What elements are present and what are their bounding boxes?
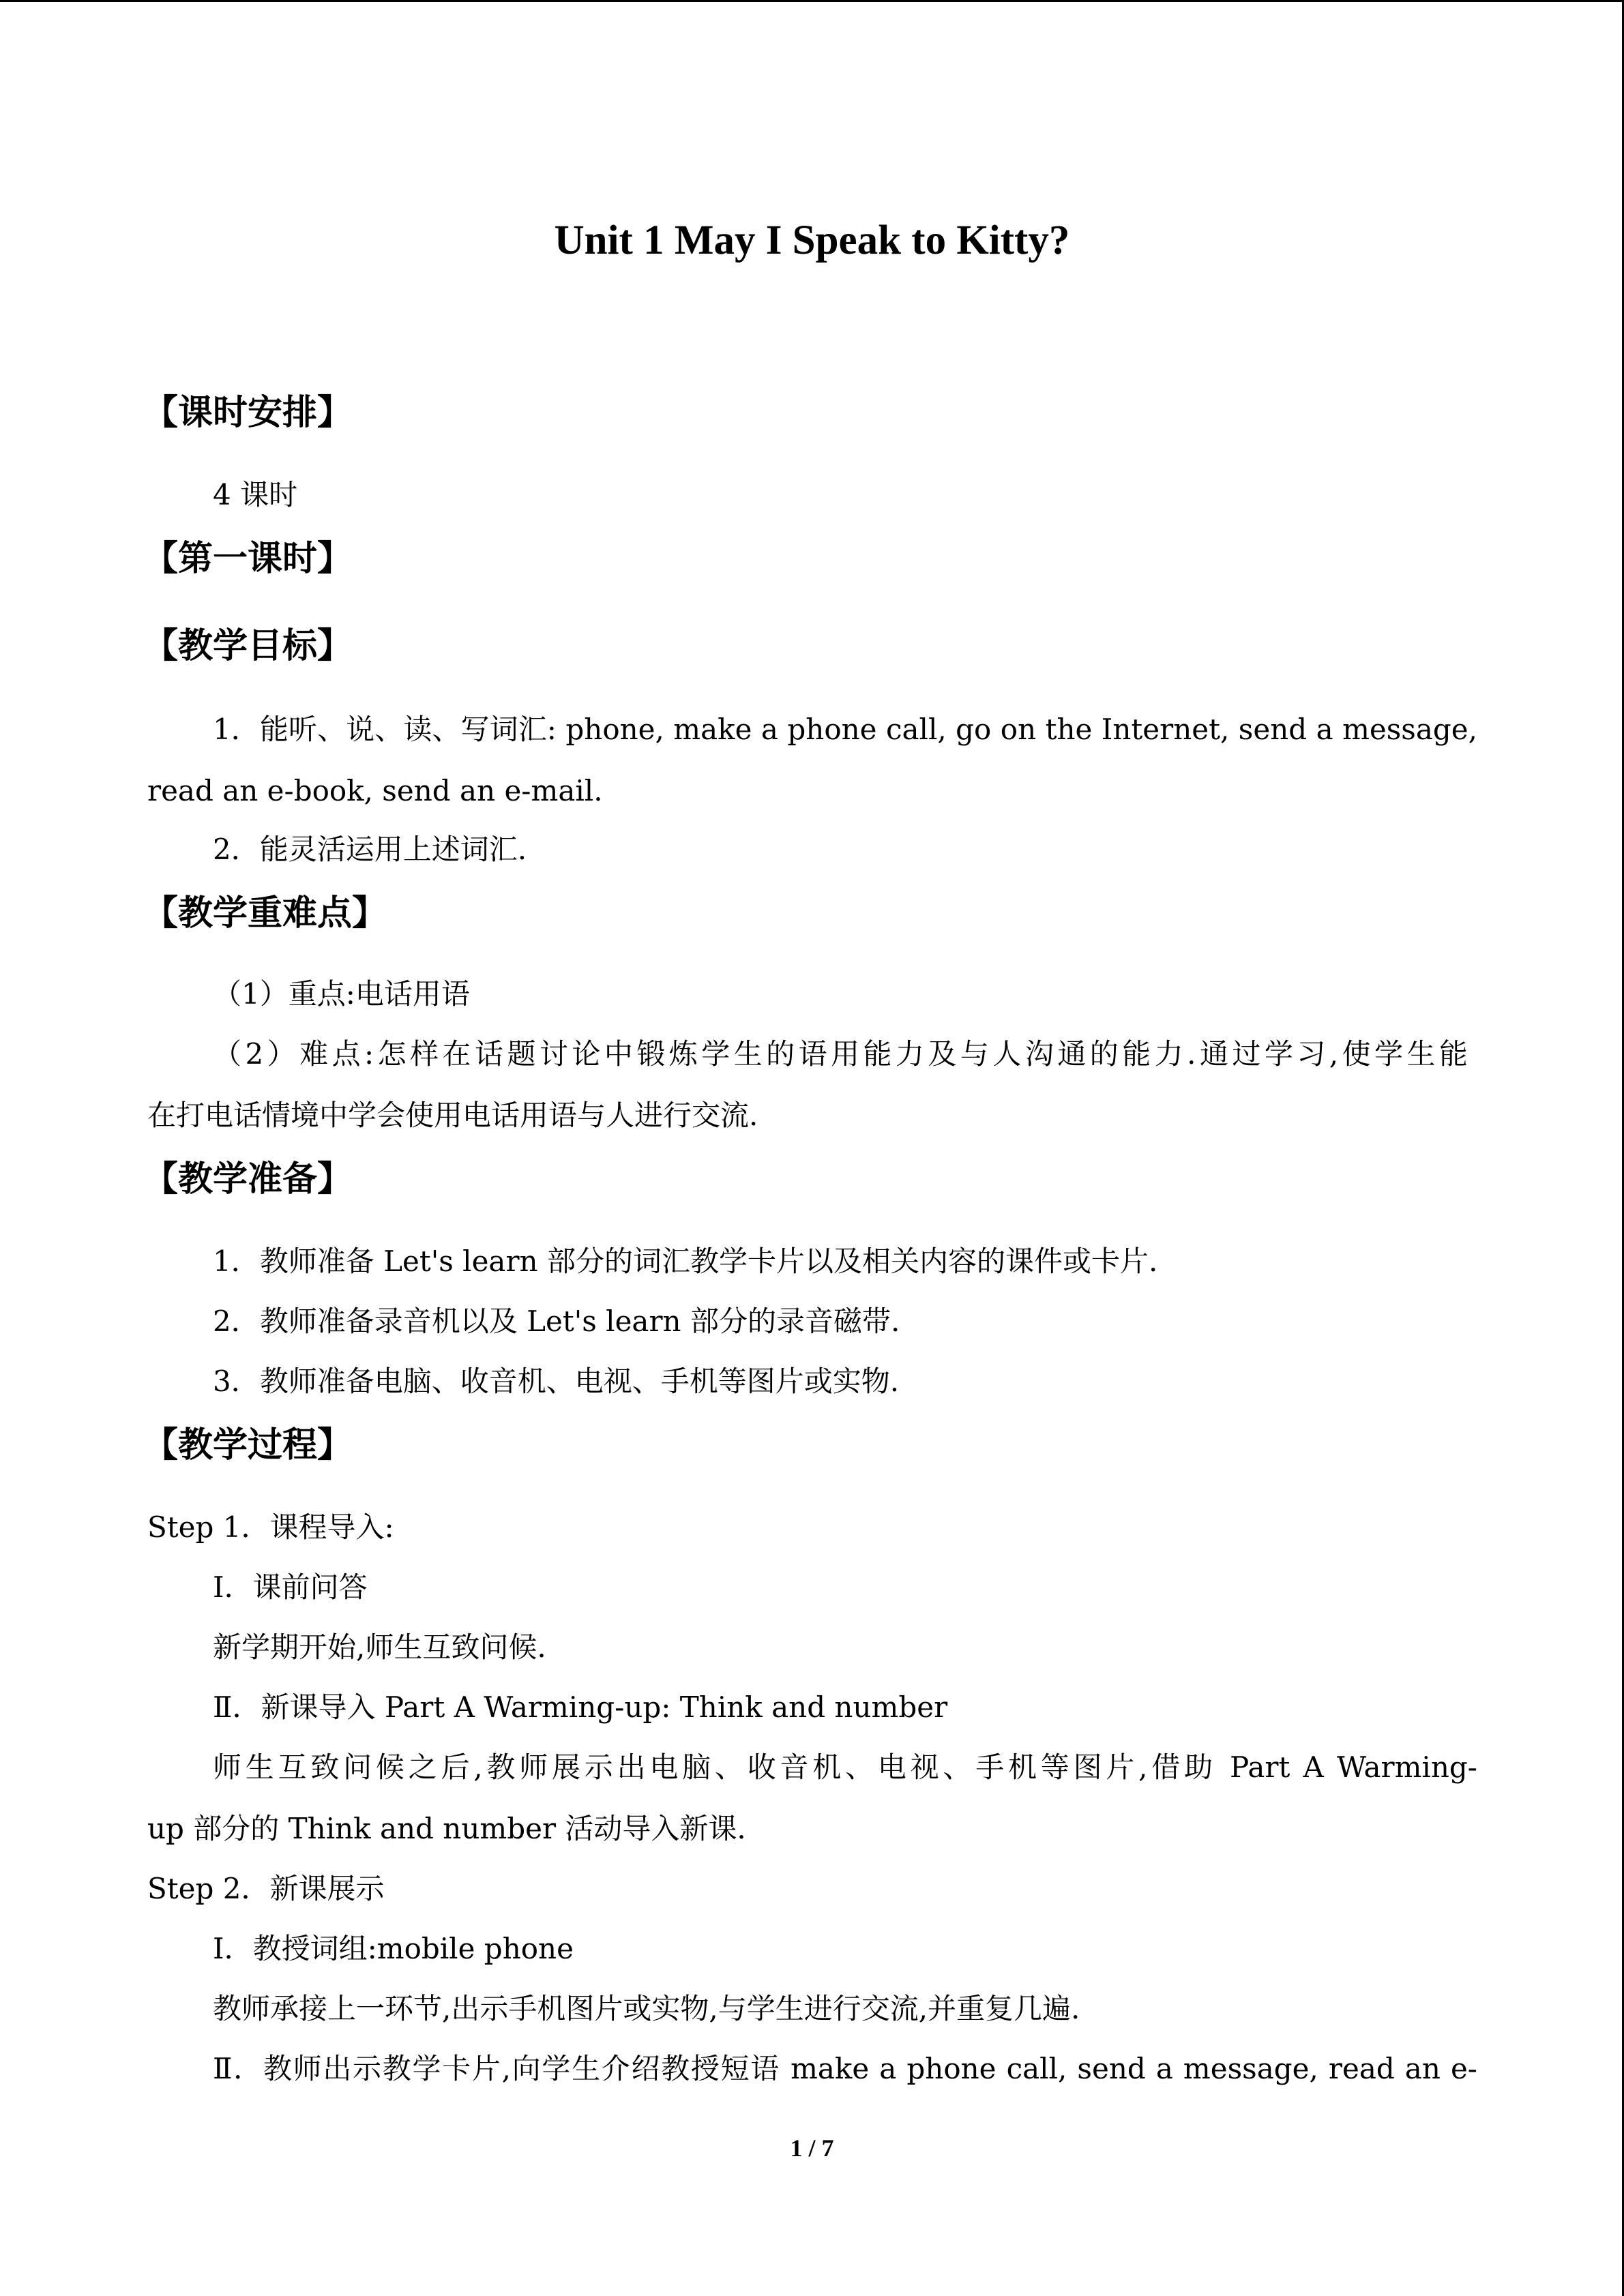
objectives-heading: 【教学目标】 xyxy=(143,626,353,666)
schedule-heading: 【课时安排】 xyxy=(143,393,353,433)
page-border-top xyxy=(0,0,1624,2)
key-point-line-2: （2）难点:怎样在话题讨论中锻炼学生的语用能力及与人沟通的能力.通过学习,使学生能 xyxy=(213,1037,1468,1071)
preparation-line-2: 2．教师准备录音机以及 Let's learn 部分的录音磁带. xyxy=(213,1304,900,1338)
page-number: 1 / 7 xyxy=(790,2134,834,2162)
process-heading: 【教学过程】 xyxy=(143,1425,353,1465)
key-points-heading: 【教学重难点】 xyxy=(143,893,387,934)
preparation-line-3: 3．教师准备电脑、收音机、电视、手机等图片或实物. xyxy=(213,1365,900,1398)
process-step-1: Step 1．课程导入: xyxy=(147,1510,394,1544)
preparation-heading: 【教学准备】 xyxy=(143,1159,353,1199)
process-item-2: 新学期开始,师生互致问候. xyxy=(213,1630,546,1664)
process-item-8: Ⅱ．教师出示教学卡片,向学生介绍教授短语 make a phone call, send a message, read an e- xyxy=(213,2052,1477,2085)
process-item-1: Ⅰ．课前问答 xyxy=(213,1570,368,1604)
process-item-5: up 部分的 Think and number 活动导入新课. xyxy=(147,1812,746,1845)
lesson1-heading: 【第一课时】 xyxy=(143,539,353,579)
process-item-3: Ⅱ．新课导入 Part A Warming-up: Think and number xyxy=(213,1690,948,1724)
key-point-line-1: （1）重点:电话用语 xyxy=(213,977,470,1011)
objective-line-1: 1．能听、说、读、写词汇: phone, make a phone call, go on the Internet, send a message, xyxy=(213,713,1477,746)
document-title: Unit 1 May I Speak to Kitty? xyxy=(554,218,1070,263)
process-step-2: Step 2．新课展示 xyxy=(147,1872,385,1905)
preparation-line-1: 1．教师准备 Let's learn 部分的词汇教学卡片以及相关内容的课件或卡片. xyxy=(213,1244,1158,1278)
process-item-6: Ⅰ．教授词组:mobile phone xyxy=(213,1932,574,1965)
objective-line-2: read an e-book, send an e-mail. xyxy=(147,774,603,807)
key-point-line-3: 在打电话情境中学会使用电话用语与人进行交流. xyxy=(147,1099,758,1132)
schedule-value: 4 课时 xyxy=(213,478,298,511)
objective-line-3: 2．能灵活运用上述词汇. xyxy=(213,833,527,866)
process-item-7: 教师承接上一环节,出示手机图片或实物,与学生进行交流,并重复几遍. xyxy=(213,1992,1080,2025)
process-item-4: 师生互致问候之后,教师展示出电脑、收音机、电视、手机等图片,借助 Part A Warming- xyxy=(213,1750,1477,1784)
